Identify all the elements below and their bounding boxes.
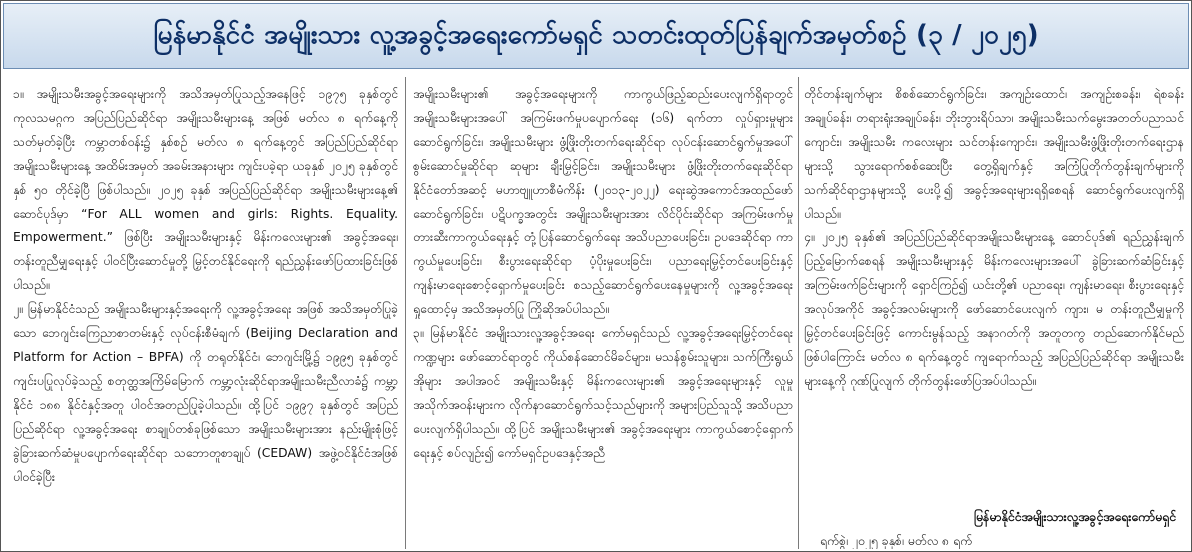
signature-date: ရက်စွဲ၊ ၂၀၂၅ ခုနှစ်၊ မတ်လ ၈ ရက် [820,534,973,548]
column-divider [798,77,799,549]
text-column-2 [413,83,793,549]
page-title: မြန်မာနိုင်ငံ အမျိုးသား လူ့အခွင့်အရေးကော်မရှင် သတင်းထုတ်ပြန်ချက်အမှတ်စဉ် (၃ / ၂၀၂၅) [153,19,1039,50]
paragraph-1: ၁။ အမျိုးသမီးအခွင့်အရေးများကို အသိအမှတ်ပြုသည့်အနေဖြင့် ၁၉၇၅ ခုနှစ်တွင် ကုလသမဂ္ဂက အပြည်ပြည်ဆိုင်ရာ အမျိုးသမီးများနေ့ အဖြစ် မတ်လ ၈ ရက်နေ့ကို သတ်မှတ်ခဲ့ပြီး ကမ္ဘာတစ်ဝန်း၌ နှစ်စဉ် မတ်လ ၈ ရက်နေ့တွင် အပြည်ပြည်ဆိုင်ရာအမျိုးသမီးများနေ့ အထိမ်းအမှတ် အခမ်းအနားများ ကျင်းပခဲ့ရာ ယခုနှစ် ၂၀၂၅ ခုနှစ်တွင် နှစ် ၅၀ တိုင်ခဲ့ပြီ ဖြစ်ပါသည်။ ၂၀၂၅ ခုနှစ် အပြည်ပြည်ဆိုင်ရာ အမျိုးသမီးများနေ့၏ ဆောင်ပုဒ်မှာ “For ALL women and girls: Rights. Equality. Empowerment.” ဖြစ်ပြီး အမျိုးသမီးများနှင့် မိန်းကလေးများ၏ အခွင့်အရေး၊ တန်းတူညီမျှရေးနှင့် ပါဝင်ပြီးဆောင်မှုတို့ မြှင့်တင်နိုင်ရေးကို ရည်ညွှန်းဖော်ပြထားခြင်းဖြစ်ပါသည်။ [13,87,398,293]
text-column-1 [13,83,398,549]
paragraph-2: ၂။ မြန်မာနိုင်ငံသည် အမျိုးသမီးများနှင့်အရေးကို လူ့အခွင့်အရေး အဖြစ် အသိအမှတ်ပြုခဲ့သော ဘေဂျင်းကြေညာစာတမ်းနှင့် လုပ်ငန်းစီမံချက် (Beijing Declaration and Platform for Action – BPFA) ကို တရုတ်နိုင်ငံ၊ ဘေဂျင်းမြို့၌ ၁၉၉၅ ခုနှစ်တွင် ကျင်းပပြုလုပ်ခဲ့သည့် စတုတ္ထအကြိမ်မြောက် ကမ္ဘာ့လုံးဆိုင်ရာအမျိုးသမီးညီလာခံ၌ ကမ္ဘာ့နိုင်ငံ ၁၈၈ နိုင်ငံနှင့်အတူ ပါဝင်အတည်ပြုခဲ့ပါသည်။ ထို့ပြင် ၁၉၉၇ ခုနှစ်တွင် အပြည်ပြည်ဆိုင်ရာ လူ့အခွင့်အရေး စာချုပ်တစ်ခုဖြစ်သော အမျိုးသမီးများအား နည်းမျိုးစုံဖြင့် ခွဲခြားဆက်ဆံမှုပပျောက်ရေးဆိုင်ရာ သဘောတူစာချုပ် (CEDAW) အဖွဲ့ဝင်နိုင်ငံအဖြစ် ပါဝင်ခဲ့ပြီး [13,302,398,484]
text-column-3 [804,83,1184,549]
signature-organization: မြန်မာနိုင်ငံအမျိုးသားလူ့အခွင့်အရေးကော်မရှင် [973,510,1176,524]
title-banner [3,3,1189,69]
paragraph-2-continued: အမျိုးသမီးများ၏ အခွင့်အရေးများကို ကာကွယ်ဖြည့်ဆည်းပေးလျက်ရှိရာတွင် အမျိုးသမီးများအပေါ် အကြမ်းဖက်မှုပပျောက်ရေး (၁၆) ရက်တာ လှုပ်ရှားမှုများဆောင်ရွက်ခြင်း၊ အမျိုးသမီးများ ဖွံ့ဖြိုးတိုးတက်ရေးဆိုင်ရာ လုပ်ငန်းဆောင်ရွက်မှုအပေါ် စွမ်းဆောင်မှုဆိုင်ရာ ဆုများ ချီးမြှင့်ခြင်း၊ အမျိုးသမီးများ ဖွံ့ဖြိုးတိုးတက်ရေးဆိုင်ရာ နိုင်ငံတော်အဆင့် မဟာဗျူဟာစီမံကိန်း (၂၀၁၃-၂၀၂၂) ရေးဆွဲအကောင်အထည်ဖော် ဆောင်ရွက်ခြင်း၊ ပဋိပက္ခအတွင်း အမျိုးသမီးများအား လိင်ပိုင်းဆိုင်ရာ အကြမ်းဖက်မှုတားဆီးကာကွယ်ရေးနှင့် တုံ့ပြန်ဆောင်ရွက်ရေး အသိပညာပေးခြင်း၊ ဥပဒေဆိုင်ရာ ကာကွယ်မှုပေးခြင်း၊ စီးပွားရေးဆိုင်ရာ ပံ့ပိုးမှုပေးခြင်း၊ ပညာရေးမြှင့်တင်ပေးခြင်းနှင့် ကျန်းမာရေးစောင့်ရှောက်မှုပေးခြင်း စသည့်ဆောင်ရွက်ပေးနေမှုများကို လူ့အခွင့်အရေးရှုထောင့်မှ အသိအမှတ်ပြု ကြိုဆိုအပ်ပါသည်။ [413,87,793,317]
column-divider [405,77,406,549]
paragraph-4: ၄။ ၂၀၂၅ ခုနှစ်၏ အပြည်ပြည်ဆိုင်ရာအမျိုးသမီးများနေ့ ဆောင်ပုဒ်၏ ရည်ညွှန်းချက် ပြည့်မြောက်စေရန် အမျိုးသမီးများနှင့် မိန်းကလေးများအပေါ် ခွဲခြားဆက်ဆံခြင်းနှင့် အကြမ်းဖက်ခြင်းများကို ရှောင်ကြဉ်၍ ယင်းတို့၏ ပညာရေး၊ ကျန်းမာရေး၊ စီးပွားရေးနှင့် အလုပ်အကိုင် အခွင့်အလမ်းများကို ဖော်ဆောင်ပေးလျက် ကျား၊ မ တန်းတူညီမျှမှုကို မြှင့်တင်ပေးခြင်းဖြင့် ကောင်းမွန်သည့် အနာဂတ်ကို အတူတကွ တည်ဆောက်နိုင်မည်ဖြစ်ပါကြောင်း မတ်လ ၈ ရက်နေ့တွင် ကျရောက်သည့် အပြည်ပြည်ဆိုင်ရာ အမျိုးသမီးများနေ့ကို ဂုဏ်ပြုလျက် တိုက်တွန်းဖော်ပြအပ်ပါသည်။ [804,230,1184,388]
paragraph-3-continued: တိုင်တန်းချက်များ စိစစ်ဆောင်ရွက်ခြင်း၊ အကျဉ်းထောင်၊ အကျဉ်းစခန်း၊ ရဲစခန်းအချုပ်ခန်း၊ တရားရုံးအချုပ်ခန်း၊ ဘိုးဘွားရိပ်သာ၊ အမျိုးသမီးသက်မွေးအတတ်ပညာသင်ကျောင်း၊ အမျိုးသမီး ကလေးများ သင်တန်းကျောင်း၊ အမျိုးသမီးဖွံ့ဖြိုးတိုးတက်ရေးဌာနများသို့ သွားရောက်စစ်ဆေးပြီး တွေ့ရှိချက်နှင့် အကြံပြုတိုက်တွန်းချက်များကို သက်ဆိုင်ရာဌာနများသို့ ပေးပို့၍ အခွင့်အရေးများရရှိစေရန် ဆောင်ရွက်ပေးလျက်ရှိပါသည်။ [804,87,1184,221]
paragraph-3: ၃။ မြန်မာနိုင်ငံ အမျိုးသားလူ့အခွင့်အရေး ကော်မရှင်သည် လူ့အခွင့်အရေးမြှင့်တင်ရေးကဏ္ဍများ ဖော်ဆောင်ရာတွင် ကိုယ်စန်ဆောင်မိခင်များ၊ မသန်စွမ်းသူများ၊ သက်ကြီးရွယ်အိုများ အပါအဝင် အမျိုးသမီးနှင့် မိန်းကလေးများ၏ အခွင့်အရေးများနှင့် လူမှုအသိုက်အဝန်းများက လိုက်နာဆောင်ရွက်သင့်သည်များကို အများပြည်သူသို့ အသိပညာပေးလျက်ရှိပါသည်။ ထို့ပြင် အမျိုးသမီးများ၏ အခွင့်အရေးများ ကာကွယ်စောင့်ရှောက်ရေးနှင့် စပ်လျဉ်း၍ ကော်မရှင်ဥပဒေနှင့်အညီ [413,326,793,460]
